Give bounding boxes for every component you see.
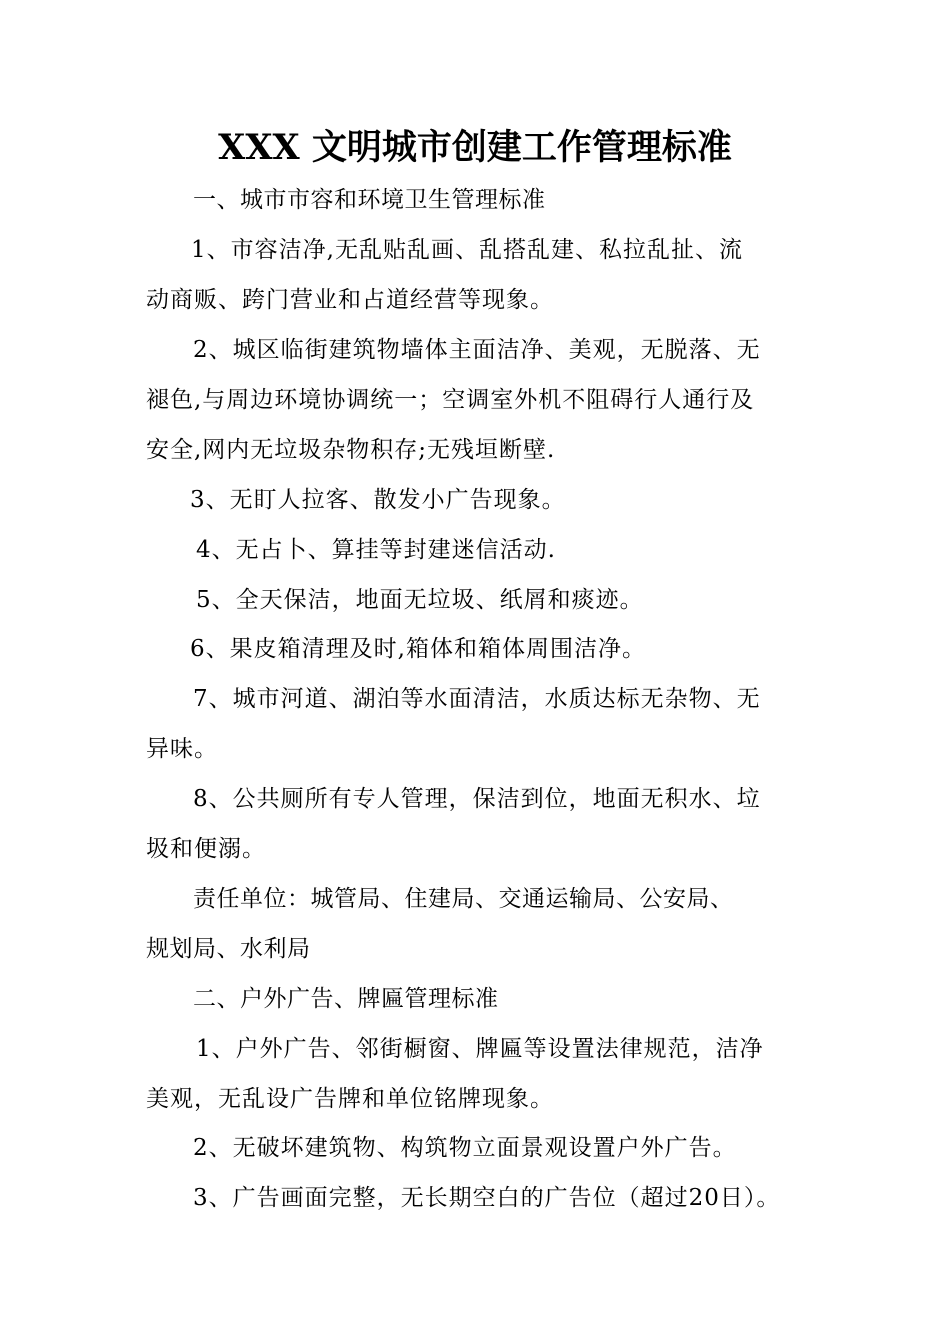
paragraph-line: 3、无盯人拉客、散发小广告现象。 bbox=[190, 487, 566, 513]
paragraph-line: 6、果皮箱清理及时,箱体和箱体周围洁净。 bbox=[190, 636, 646, 662]
paragraph-line: 异味。 bbox=[146, 736, 218, 762]
paragraph-line: 7、城市河道、湖泊等水面清洁，水质达标无杂物、无 bbox=[193, 686, 761, 712]
section-heading-1: 一、城市市容和环境卫生管理标准 bbox=[193, 187, 546, 213]
paragraph-line: 1、户外广告、邻街橱窗、牌匾等设置法律规范，洁净 bbox=[196, 1036, 764, 1062]
paragraph-line: 5、全天保洁，地面无垃圾、纸屑和痰迹。 bbox=[196, 587, 644, 613]
paragraph-line: 美观，无乱设广告牌和单位铭牌现象。 bbox=[146, 1086, 554, 1112]
paragraph-line: 褪色,与周边环境协调统一；空调室外机不阻碍行人通行及 bbox=[146, 387, 755, 413]
paragraph-line: 3、广告画面完整，无长期空白的广告位（超过20日）。 bbox=[193, 1185, 781, 1211]
paragraph-line: 动商贩、跨门营业和占道经营等现象。 bbox=[146, 287, 554, 313]
paragraph-line: 4、无占卜、算挂等封建迷信活动. bbox=[196, 537, 556, 563]
paragraph-line: 1、市容洁净,无乱贴乱画、乱搭乱建、私拉乱扯、流 bbox=[191, 237, 743, 263]
document-title: XXX 文明城市创建工作管理标准 bbox=[218, 127, 732, 168]
paragraph-line: 规划局、水利局 bbox=[146, 936, 311, 962]
paragraph-line: 2、无破坏建筑物、构筑物立面景观设置户外广告。 bbox=[193, 1135, 737, 1161]
paragraph-line: 安全,网内无垃圾杂物积存;无残垣断壁. bbox=[146, 437, 556, 463]
paragraph-line: 8、公共厕所有专人管理，保洁到位，地面无积水、垃 bbox=[193, 786, 761, 812]
paragraph-line: 2、城区临街建筑物墙体主面洁净、美观，无脱落、无 bbox=[193, 337, 761, 363]
paragraph-line: 责任单位：城管局、住建局、交通运输局、公安局、 bbox=[193, 886, 734, 912]
section-heading-2: 二、户外广告、牌匾管理标准 bbox=[193, 986, 499, 1012]
paragraph-line: 圾和便溺。 bbox=[146, 836, 266, 862]
